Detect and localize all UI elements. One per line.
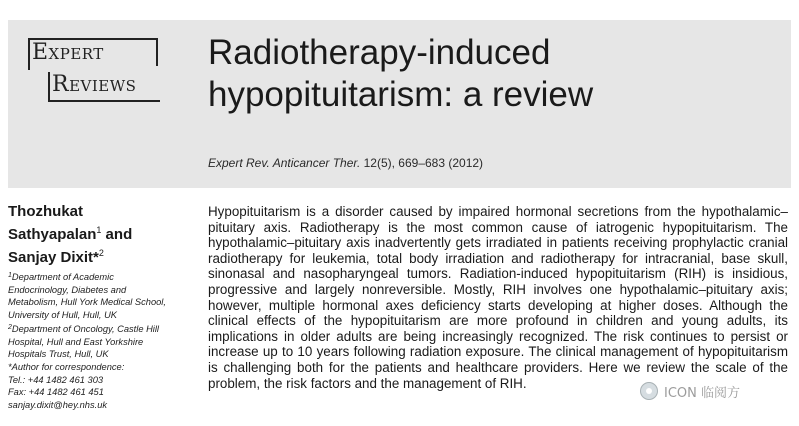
expert-reviews-logo (28, 38, 162, 102)
affiliation-line: $^1$Department of Academic (8, 272, 114, 282)
article-title: Radiotherapy-induced hypopituitarism: a review (208, 33, 594, 114)
abstract-text: Hypopituitarism is a disorder caused by impaired hormonal secretions from the hypothalamic–pituitary axis. Radiotherapy is the most common cause of iatrogenic hypopituitarism. The hypothalamic–pituitary axis inadvertently gets irradiated in patients receiving prophylactic cranial radiotherapy for leukemia, total body irradiation and radiotherapy for intracranial, base skull, sinonasal and nasopharyngeal tumors. Radiation-induced hypopituitarism (RIH) is insidious, progressive and largely nonreversible. Mostly, RIH involves one hypothalamic–pituitary axis; however, multiple hormonal axes deficiency starts developing at higher doses. Although the clinical effects of the hypopituitarism are more profound in children and young adults, its implications in older adults are being increasingly recognized. The risk continues to persist or increase up to 10 years following radiation exposure. The clinical management of hypopituitarism is challenging both for the patients and healthcare providers. Here we review the scale of the problem, the risk factors and the management of RIH. (208, 204, 788, 391)
watermark (640, 380, 790, 402)
correspondence-fax: Fax: +44 1482 461 451 (8, 387, 104, 398)
citation-details: 12(5), 669–683 (2012) (360, 156, 484, 170)
correspondence-label: *Author for correspondence: (8, 361, 125, 372)
affiliation-line: $^2$Department of Oncology, Castle Hill (8, 323, 159, 334)
author-1-affil-marker: 1 (96, 225, 102, 235)
author-1-first: Thozhukat (8, 203, 83, 220)
correspondence-tel: Tel.: +44 1482 461 303 (8, 374, 104, 385)
affiliation-line: Endocrinology, Diabetes and (8, 284, 127, 295)
author-2-name: Sanjay Dixit* (8, 249, 99, 266)
author-2-affil-marker: 2 (98, 248, 104, 258)
article-header (8, 20, 791, 188)
affiliation-line: Hospitals Trust, Hull, UK (8, 349, 109, 360)
author-1-last: Sathyapalan (8, 226, 97, 243)
affiliations (8, 270, 193, 412)
watermark-logo-icon (640, 382, 658, 400)
affiliation-line: Hospital, Hull and East Yorkshire (8, 336, 144, 347)
logo-line-2: Reviews (52, 72, 137, 97)
author-list (8, 203, 190, 267)
affiliation-line: University of Hull, Hull, UK (8, 310, 118, 321)
citation-journal: Expert Rev. Anticancer Ther. (208, 156, 361, 170)
citation (208, 156, 483, 170)
correspondence-email: sanjay.dixit@hey.nhs.uk (8, 400, 108, 411)
logo-line-1: Expert (32, 40, 104, 65)
author-conjunction: and (101, 226, 133, 243)
affiliation-line: Metabolism, Hull York Medical School, (8, 297, 166, 308)
watermark-text: ICON 临阅方 (664, 385, 741, 401)
